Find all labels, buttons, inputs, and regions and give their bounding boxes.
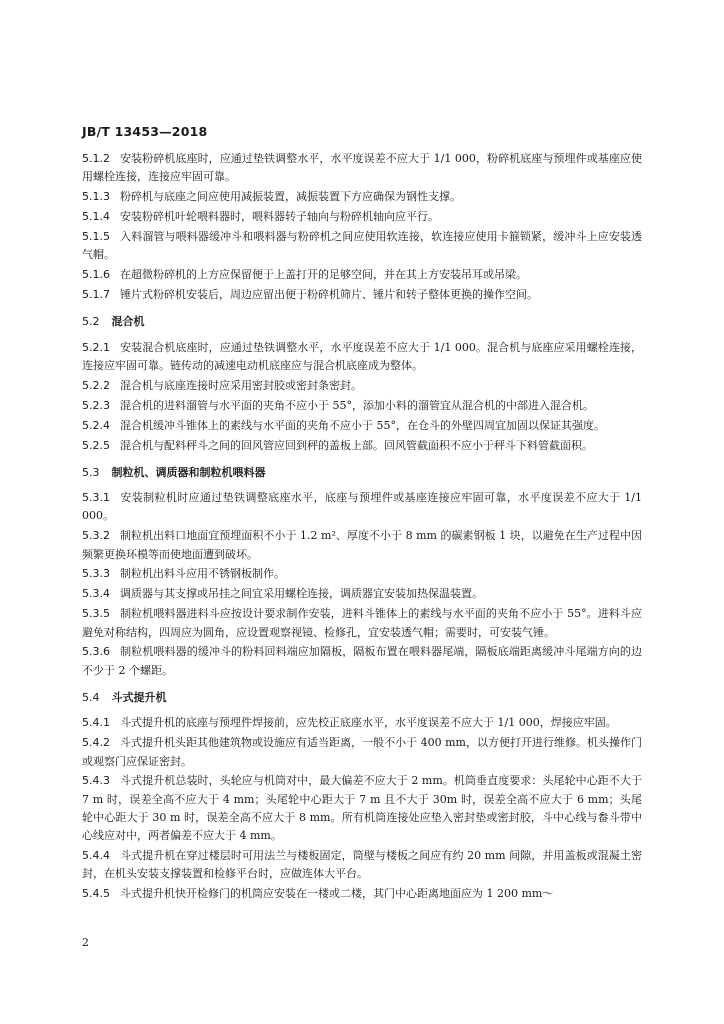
clause-text: 制粒机喂料器进料斗应按设计要求制作安装，进料斗锥体上的素线与水平面的夹角不应小于 55°。进料斗应避免对称结构，四周应为圆角，应设置观察视镜、检修孔，宜安装透气帽；需要时，可安装气锤。 — [82, 607, 642, 639]
clause-number: 5.1.3 — [82, 190, 110, 204]
section-number: 5.3 — [82, 465, 100, 479]
clause-number: 5.4.2 — [82, 736, 110, 750]
clause-text: 在超微粉碎机的上方应保留便于上盖打开的足够空间，并在其上方安装吊耳或吊梁。 — [120, 268, 527, 282]
clause-paragraph — [82, 643, 642, 680]
clause-paragraph — [82, 417, 642, 435]
clause-text: 混合机的进料溜管与水平面的夹角不应小于 55°，添加小料的溜管宜从混合机的中部进入混合机。 — [120, 398, 594, 412]
clause-number: 5.3.5 — [82, 607, 110, 621]
section-title: 混合机 — [111, 315, 145, 329]
standard-number: JB/T 13453—2018 — [82, 124, 208, 139]
section-heading — [82, 313, 642, 331]
clause-paragraph — [82, 150, 642, 187]
clause-number: 5.1.5 — [82, 229, 110, 243]
clause-number: 5.2.1 — [82, 340, 110, 354]
clause-number: 5.2.2 — [82, 378, 110, 392]
clause-paragraph — [82, 585, 642, 603]
section-title: 制粒机、调质器和制粒机喂料器 — [111, 465, 266, 479]
clause-text: 安装制粒机时应通过垫铁调整底座水平，底座与预埋件或基座连接应牢固可靠，水平度误差不应大于 1/1 000。 — [82, 491, 642, 523]
clause-paragraph — [82, 734, 642, 771]
clause-paragraph — [82, 565, 642, 583]
clause-text: 安装混合机底座时，应通过垫铁调整水平，水平度误差不应大于 1/1 000。混合机与底座应采用螺栓连接，连接应牢固可靠。链传动的减速电动机底座应与混合机底座成为整体。 — [82, 340, 642, 372]
clause-text: 混合机缓冲斗锥体上的素线与水平面的夹角不应小于 55°，在仓斗的外壁四周宜加固以保证其强度。 — [120, 418, 605, 432]
section-heading — [82, 464, 642, 482]
clause-paragraph — [82, 527, 642, 564]
clause-text: 制粒机出料斗应用不锈钢板制作。 — [120, 567, 285, 581]
clause-text: 制粒机出料口地面宜预埋面积不小于 1.2 m²、厚度不小于 8 mm 的碳素钢板 1 块，以避免在生产过程中因频繁更换环模等而使地面遭到破坏。 — [82, 529, 642, 561]
clause-number: 5.4.1 — [82, 716, 110, 730]
section-title: 斗式提升机 — [111, 691, 167, 705]
clause-paragraph — [82, 228, 642, 265]
clause-text: 制粒机喂料器的缓冲斗的粉料回料端应加隔板，隔板布置在喂料器尾端，隔板底端距离缓冲斗尾端方向的边不少于 2 个螺距。 — [82, 645, 642, 677]
clause-number: 5.3.1 — [82, 491, 110, 505]
clause-number: 5.2.4 — [82, 418, 110, 432]
clause-paragraph — [82, 885, 642, 903]
clause-text: 斗式提升机的底座与预埋件焊接前，应先校正底座水平，水平度误差不应大于 1/1 000，焊接应牢固。 — [120, 716, 617, 730]
clause-number: 5.1.7 — [82, 288, 110, 302]
clause-paragraph — [82, 437, 642, 455]
clause-text: 入料溜管与喂料器缓冲斗和喂料器与粉碎机之间应使用软连接，软连接应使用卡箍锁紧，缓冲斗上应安装透气帽。 — [82, 229, 642, 262]
clause-paragraph — [82, 714, 642, 732]
clause-text: 斗式提升机快开检修门的机筒应安装在一楼或二楼，其门中心距离地面应为 1 200 mm～ — [120, 887, 554, 901]
clause-text: 粉碎机与底座之间应使用减振装置，减振装置下方应确保为钢性支撑。 — [120, 190, 461, 204]
clause-text: 调质器与其支撑或吊挂之间宜采用螺栓连接，调质器宜安装加热保温装置。 — [120, 587, 483, 601]
clause-number: 5.4.3 — [82, 774, 110, 788]
clause-number: 5.3.4 — [82, 587, 110, 601]
clause-text: 斗式提升机头距其他建筑物或设施应有适当距离，一般不小于 400 mm，以方便打开进行维修。机头操作门或观察门应保证密封。 — [82, 736, 642, 768]
clause-paragraph — [82, 847, 642, 884]
clause-number: 5.1.2 — [82, 152, 110, 165]
clause-number: 5.3.2 — [82, 529, 110, 543]
clause-paragraph — [82, 772, 642, 845]
clause-text: 混合机与配料秤斗之间的回风管应回到秤的盖板上部。回风管截面积不应小于秤斗下料管截面积。 — [120, 438, 593, 452]
clause-text: 斗式提升机总装时，头轮应与机筒对中，最大偏差不应大于 2 mm。机筒垂直度要求：头尾轮中心距不大于 7 m 时，误差全高不应大于 4 mm；头尾轮中心距大于 7 m 且不大于 30m 时，误差全高不应大于 6 mm；头尾轮中心距大于 30 m 时，误差全高不应大于 8 mm。所有机筒连接处应垫入密封垫或密封胶，斗中心线与畚斗带中心线应对中，两者偏差不应大于 4 mm。 — [82, 774, 642, 843]
section-number: 5.4 — [82, 691, 100, 705]
clause-paragraph — [82, 397, 642, 415]
clause-number: 5.3.6 — [82, 645, 110, 659]
clause-number: 5.4.4 — [82, 849, 110, 863]
clause-paragraph — [82, 489, 642, 526]
clause-paragraph — [82, 339, 642, 376]
clause-paragraph — [82, 286, 642, 304]
clause-text: 安装粉碎机叶轮喂料器时，喂料器转子轴向与粉碎机轴向应平行。 — [120, 210, 439, 224]
clause-paragraph — [82, 208, 642, 226]
clause-number: 5.3.3 — [82, 567, 110, 581]
clause-number: 5.2.5 — [82, 438, 110, 452]
clause-text: 安装粉碎机底座时，应通过垫铁调整水平，水平度误差不应大于 1/1 000，粉碎机底座与预埋件或基座应使用螺栓连接，连接应牢固可靠。 — [82, 152, 642, 184]
section-heading — [82, 689, 642, 707]
clause-number: 5.4.5 — [82, 887, 110, 901]
clause-paragraph — [82, 605, 642, 642]
clause-paragraph — [82, 377, 642, 395]
clause-number: 5.2.3 — [82, 398, 110, 412]
clause-text: 斗式提升机在穿过楼层时可用法兰与楼板固定，筒壁与楼板之间应有约 20 mm 间隙，并用盖板或混凝土密封，在机头安装支撑装置和检修平台时，应做连体大平台。 — [82, 849, 642, 881]
section-number: 5.2 — [82, 315, 100, 329]
page-number: 2 — [82, 936, 89, 949]
clause-number: 5.1.4 — [82, 210, 110, 224]
document-body — [82, 150, 642, 905]
clause-text: 锤片式粉碎机安装后，周边应留出便于粉碎机筛片、锤片和转子整体更换的操作空间。 — [120, 288, 538, 302]
clause-number: 5.1.6 — [82, 268, 110, 282]
clause-paragraph — [82, 266, 642, 284]
clause-text: 混合机与底座连接时应采用密封胶或密封条密封。 — [120, 378, 362, 392]
clause-paragraph — [82, 188, 642, 206]
